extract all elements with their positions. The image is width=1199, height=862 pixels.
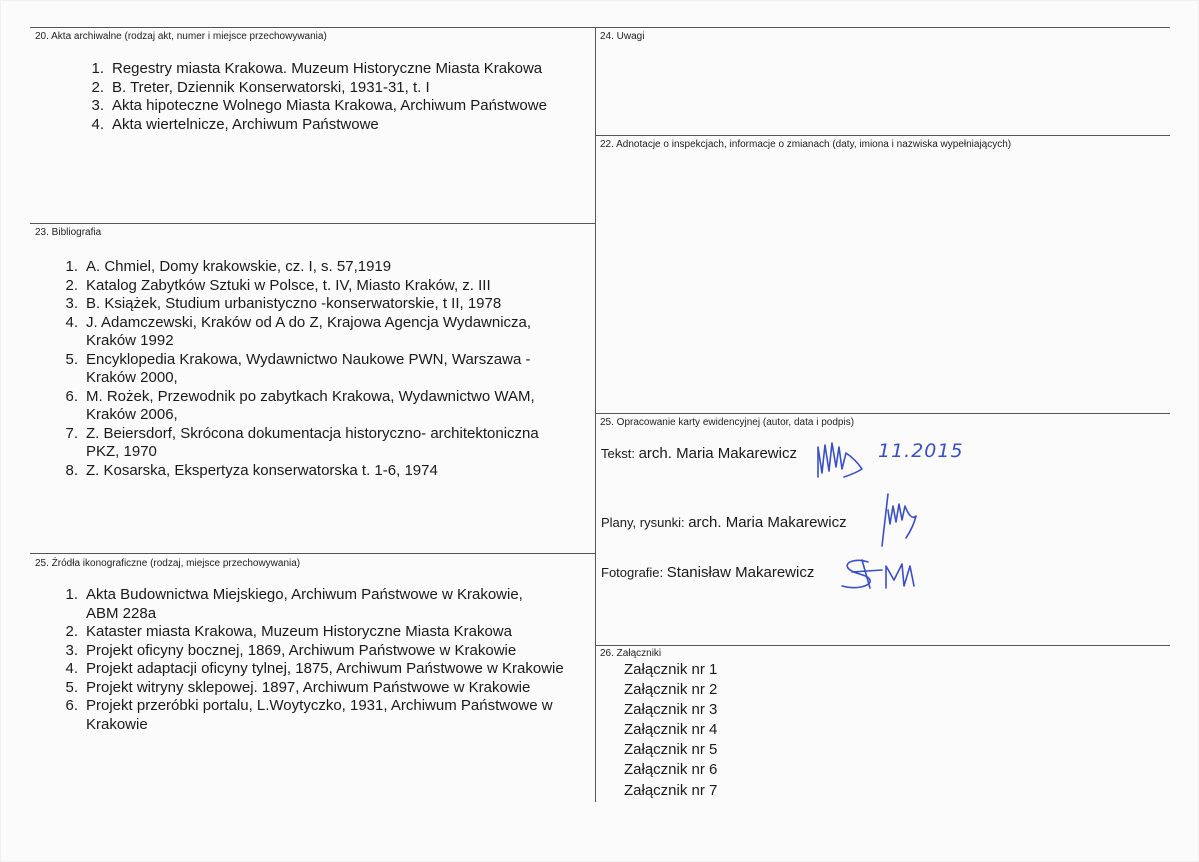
adnotacje-header: 22. Adnotacje o inspekcjach, informacje o zmianach (daty, imiona i nazwiska wypełniających)	[600, 139, 1012, 150]
list-text: Encyklopedia Krakowa, Wydawnictwo Naukowe PWN, Warszawa - Kraków 2000,	[86, 350, 531, 386]
list-item	[60, 642, 590, 661]
bibliografia-bottom-border	[30, 553, 596, 554]
list-number: 8.	[65, 461, 78, 479]
tekst-field	[601, 445, 797, 462]
list-item	[60, 623, 590, 642]
list-text: Regestry miasta Krakowa. Muzeum Historyczne Miasta Krakowa	[112, 60, 543, 77]
list-text: Projekt witryny sklepowej. 1897, Archiwum Państwowe w Krakowie	[86, 678, 531, 696]
list-item	[60, 660, 590, 679]
list-number: 1.	[65, 258, 78, 275]
list-number: 1.	[91, 60, 104, 77]
list-number: 4.	[65, 313, 78, 331]
list-text: Akta hipoteczne Wolnego Miasta Krakowa, Archiwum Państwowe	[112, 97, 547, 114]
zrodla-list	[60, 586, 590, 734]
list-item	[60, 295, 570, 314]
tekst-author: arch. Maria Makarewicz	[638, 445, 797, 462]
list-text: Projekt adaptacji oficyny tylnej, 1875, Archiwum Państwowe w Krakowie	[86, 660, 564, 677]
list-item	[60, 462, 570, 481]
list-number: 3.	[91, 97, 104, 114]
list-number: 6.	[65, 697, 78, 714]
list-text: Akta wiertelnicze, Archiwum Państwowe	[112, 115, 379, 133]
attachment-item: Załącznik nr 7	[624, 781, 718, 799]
list-number: 5.	[65, 678, 78, 696]
list-number: 5.	[65, 350, 78, 368]
akta-header: 20. Akta archiwalne (rodzaj akt, numer i miejsce przechowywania)	[35, 31, 327, 42]
attachment-item: Załącznik nr 3	[624, 701, 718, 719]
attachment-item: Załącznik nr 6	[624, 761, 718, 779]
opracowanie-bottom-border	[595, 645, 1170, 646]
list-text: M. Rożek, Przewodnik po zabytkach Krakowa, Wydawnictwo WAM, Kraków 2006,	[86, 387, 535, 423]
list-text: B. Książek, Studium urbanistyczno -konserwatorskie, t II, 1978	[86, 295, 502, 312]
list-text: Projekt oficyny bocznej, 1869, Archiwum Państwowe w Krakowie	[86, 641, 517, 659]
list-item	[60, 314, 570, 351]
list-item	[86, 79, 586, 98]
attachment-item: Załącznik nr 2	[624, 681, 718, 699]
list-text: J. Adamczewski, Kraków od A do Z, Krajowa Agencja Wydawnicza, Kraków 1992	[86, 313, 532, 349]
list-text: Kataster miasta Krakowa, Muzeum Historyczne Miasta Krakowa	[86, 623, 512, 640]
list-item	[60, 697, 590, 734]
list-item	[86, 97, 586, 116]
attachment-item: Załącznik nr 5	[624, 741, 718, 759]
list-text: B. Treter, Dziennik Konserwatorski, 1931-31, t. I	[112, 78, 430, 96]
zrodla-header: 25. Źródła ikonograficzne (rodzaj, miejsce przechowywania)	[35, 558, 301, 569]
tekst-label: Tekst:	[601, 446, 635, 461]
list-item	[60, 351, 570, 388]
list-item	[60, 277, 570, 296]
bibliografia-header: 23. Bibliografia	[35, 227, 102, 238]
foto-label: Fotografie:	[601, 565, 664, 580]
list-number: 1.	[65, 586, 78, 603]
foto-field	[601, 564, 814, 581]
list-text: Projekt przeróbki portalu, L.Woytyczko, 1931, Archiwum Państwowe w Krakowie	[86, 697, 553, 733]
plany-author: arch. Maria Makarewicz	[688, 514, 847, 531]
attachment-item: Załącznik nr 1	[624, 661, 718, 678]
uwagi-header: 24. Uwagi	[600, 31, 645, 42]
zalaczniki-header: 26. Załączniki	[600, 648, 662, 659]
list-item	[86, 60, 586, 79]
list-number: 4.	[91, 115, 104, 133]
list-item	[60, 425, 570, 462]
attachment-item: Załącznik nr 4	[624, 721, 718, 739]
adnotacje-bottom-border	[595, 413, 1170, 414]
list-item	[60, 258, 570, 277]
list-item	[60, 586, 590, 623]
list-number: 7.	[65, 424, 78, 442]
signature-date: 11.2015	[878, 440, 964, 462]
list-number: 3.	[65, 295, 78, 312]
list-text: A. Chmiel, Domy krakowskie, cz. I, s. 57,1919	[86, 258, 392, 275]
signature-foto	[838, 554, 928, 594]
list-text: Z. Beiersdorf, Skrócona dokumentacja historyczno- architektoniczna PKZ, 1970	[86, 424, 539, 460]
plany-label: Plany, rysunki:	[601, 515, 685, 530]
list-number: 2.	[65, 623, 78, 640]
signature-tekst	[812, 437, 872, 485]
opracowanie-header: 25. Opracowanie karty ewidencyjnej (autor, data i podpis)	[600, 417, 855, 428]
bibliografia-list	[60, 258, 570, 480]
list-item	[60, 679, 590, 698]
foto-author: Stanisław Makarewicz	[666, 564, 815, 581]
list-text: Katalog Zabytków Sztuki w Polsce, t. IV, Miasto Kraków, z. III	[86, 276, 491, 294]
akta-list	[86, 60, 586, 134]
akta-bottom-border	[30, 223, 596, 224]
zalaczniki-list	[624, 660, 717, 801]
list-number: 3.	[65, 641, 78, 659]
list-number: 2.	[91, 78, 104, 96]
signature-plany	[872, 480, 922, 550]
center-divider	[595, 27, 596, 802]
list-item	[60, 388, 570, 425]
list-number: 6.	[65, 387, 78, 405]
list-text: Z. Kosarska, Ekspertyza konserwatorska t. 1-6, 1974	[86, 461, 438, 479]
uwagi-bottom-border	[595, 135, 1170, 136]
list-item	[86, 116, 586, 135]
list-number: 4.	[65, 660, 78, 677]
list-number: 2.	[65, 276, 78, 294]
top-border	[30, 27, 1170, 28]
list-text: Akta Budownictwa Miejskiego, Archiwum Państwowe w Krakowie, ABM 228a	[86, 586, 523, 622]
plany-field	[601, 514, 847, 531]
